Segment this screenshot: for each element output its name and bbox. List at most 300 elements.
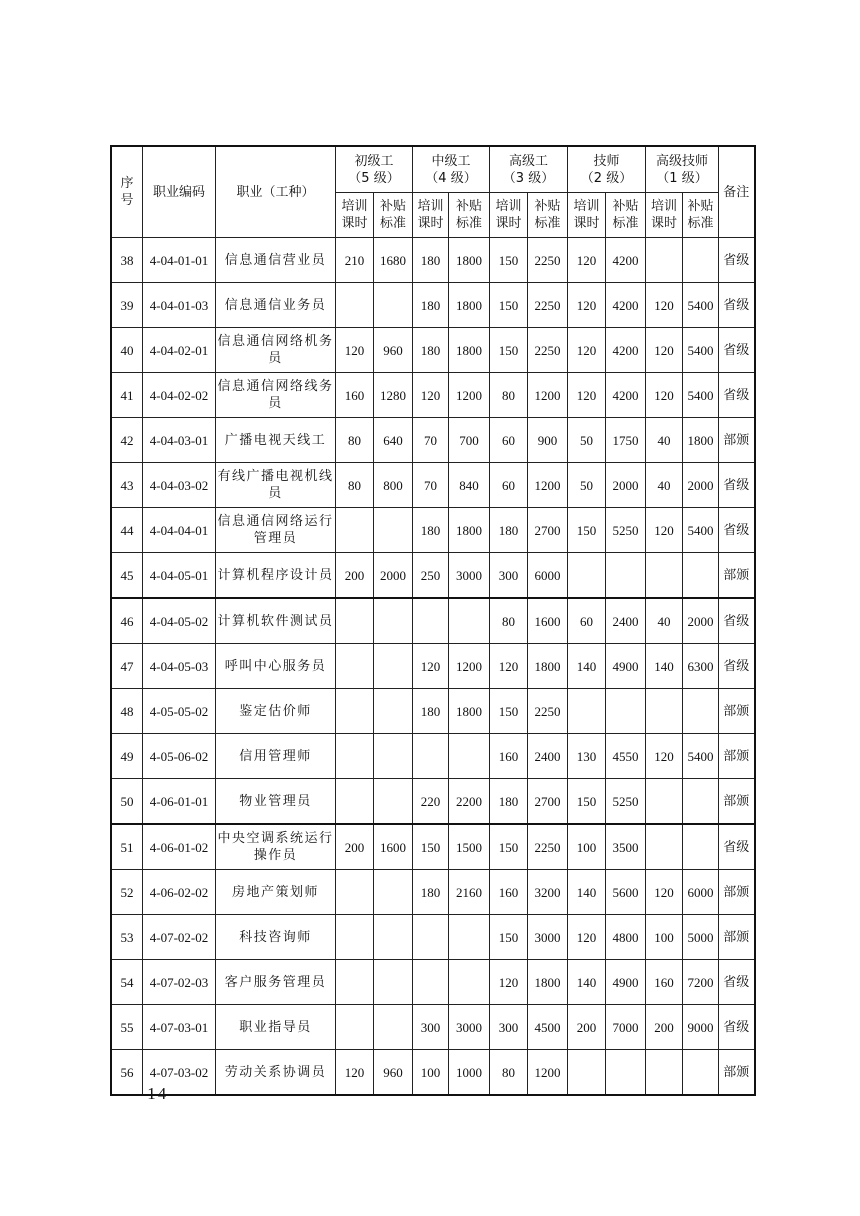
header-seq: 序号 [111,146,143,238]
cell-subsidy: 2700 [528,508,568,553]
cell-training-hours: 100 [413,1050,449,1096]
cell-training-hours: 160 [646,960,683,1005]
cell-seq: 49 [111,734,143,779]
cell-subsidy: 4900 [606,960,646,1005]
cell-training-hours: 100 [646,915,683,960]
cell-training-hours: 80 [336,463,374,508]
cell-subsidy: 3000 [449,1005,490,1050]
cell-occupation: 信用管理师 [216,734,336,779]
cell-training-hours: 200 [568,1005,606,1050]
cell-subsidy [683,779,719,825]
cell-training-hours: 160 [490,870,528,915]
cell-training-hours [336,644,374,689]
cell-subsidy: 4900 [606,644,646,689]
cell-training-hours: 120 [568,373,606,418]
cell-training-hours: 210 [336,238,374,283]
cell-training-hours: 80 [490,598,528,644]
cell-training-hours: 120 [568,328,606,373]
table-body [111,238,755,1096]
cell-subsidy: 1680 [374,238,413,283]
cell-note: 部颁 [719,734,755,779]
cell-occupation: 科技咨询师 [216,915,336,960]
cell-training-hours: 180 [413,238,449,283]
cell-subsidy [683,824,719,870]
cell-subsidy [374,960,413,1005]
cell-training-hours [413,734,449,779]
cell-code: 4-06-01-02 [143,824,216,870]
table-row [111,418,755,463]
cell-training-hours [413,915,449,960]
table-row [111,553,755,599]
cell-training-hours: 120 [413,373,449,418]
table-row [111,689,755,734]
cell-note: 部颁 [719,915,755,960]
cell-subsidy: 2250 [528,238,568,283]
cell-training-hours [646,238,683,283]
cell-seq: 47 [111,644,143,689]
cell-training-hours [568,1050,606,1096]
cell-training-hours: 100 [568,824,606,870]
cell-training-hours: 40 [646,598,683,644]
cell-subsidy: 4800 [606,915,646,960]
cell-seq: 54 [111,960,143,1005]
cell-seq: 56 [111,1050,143,1096]
header-subsidy-standard: 补贴标准 [449,193,490,238]
cell-note: 部颁 [719,553,755,599]
cell-training-hours: 50 [568,463,606,508]
cell-training-hours: 120 [646,734,683,779]
table-row [111,598,755,644]
cell-subsidy [374,598,413,644]
header-training-hours: 培训课时 [568,193,606,238]
cell-subsidy: 5600 [606,870,646,915]
cell-note: 省级 [719,463,755,508]
cell-training-hours: 150 [568,779,606,825]
cell-subsidy: 1200 [528,373,568,418]
cell-training-hours: 140 [568,644,606,689]
cell-subsidy: 7200 [683,960,719,1005]
cell-training-hours: 40 [646,463,683,508]
cell-subsidy: 960 [374,328,413,373]
cell-training-hours: 70 [413,418,449,463]
table-row [111,463,755,508]
cell-occupation: 客户服务管理员 [216,960,336,1005]
cell-training-hours: 80 [490,1050,528,1096]
cell-training-hours: 180 [413,689,449,734]
cell-training-hours: 150 [490,328,528,373]
cell-subsidy: 1200 [449,373,490,418]
cell-training-hours [646,689,683,734]
cell-subsidy: 3500 [606,824,646,870]
cell-subsidy: 1800 [449,689,490,734]
table-row [111,1050,755,1096]
cell-code: 4-07-03-01 [143,1005,216,1050]
cell-note: 省级 [719,508,755,553]
cell-subsidy: 1280 [374,373,413,418]
cell-subsidy: 3000 [528,915,568,960]
cell-code: 4-07-03-02 [143,1050,216,1096]
header-level-2: 技师 （2 级） [568,146,646,193]
cell-training-hours: 180 [490,779,528,825]
table-row [111,373,755,418]
cell-training-hours: 300 [490,553,528,599]
cell-code: 4-07-02-02 [143,915,216,960]
cell-note: 省级 [719,960,755,1005]
cell-training-hours: 250 [413,553,449,599]
cell-training-hours: 200 [336,824,374,870]
subsidy-table [110,145,756,1096]
cell-subsidy: 2400 [528,734,568,779]
cell-training-hours: 120 [646,283,683,328]
cell-training-hours: 200 [336,553,374,599]
header-note: 备注 [719,146,755,238]
header-subsidy-standard: 补贴标准 [374,193,413,238]
cell-training-hours: 120 [646,870,683,915]
cell-code: 4-05-06-02 [143,734,216,779]
cell-training-hours: 150 [490,689,528,734]
cell-training-hours: 60 [568,598,606,644]
cell-note: 省级 [719,328,755,373]
cell-seq: 51 [111,824,143,870]
cell-subsidy [374,1005,413,1050]
header-level-5: 初级工 （5 级） [336,146,413,193]
table-row [111,508,755,553]
header-training-hours: 培训课时 [646,193,683,238]
cell-subsidy: 1600 [374,824,413,870]
cell-code: 4-04-05-02 [143,598,216,644]
cell-subsidy: 5400 [683,328,719,373]
cell-subsidy [683,553,719,599]
cell-subsidy [683,689,719,734]
cell-subsidy [449,915,490,960]
cell-subsidy: 4200 [606,238,646,283]
cell-subsidy: 3000 [449,553,490,599]
cell-code: 4-04-02-01 [143,328,216,373]
cell-occupation: 计算机程序设计员 [216,553,336,599]
cell-subsidy: 3200 [528,870,568,915]
cell-seq: 46 [111,598,143,644]
cell-subsidy: 5400 [683,508,719,553]
cell-training-hours: 160 [336,373,374,418]
cell-subsidy [374,779,413,825]
cell-training-hours: 120 [568,238,606,283]
cell-code: 4-04-04-01 [143,508,216,553]
cell-occupation: 信息通信网络线务员 [216,373,336,418]
cell-training-hours [646,553,683,599]
cell-training-hours [336,1005,374,1050]
header-training-hours: 培训课时 [336,193,374,238]
cell-occupation: 房地产策划师 [216,870,336,915]
cell-training-hours [336,960,374,1005]
header-occupation: 职业（工种） [216,146,336,238]
cell-seq: 44 [111,508,143,553]
cell-note: 部颁 [719,418,755,463]
cell-subsidy: 5250 [606,508,646,553]
cell-code: 4-05-05-02 [143,689,216,734]
cell-subsidy [683,238,719,283]
cell-training-hours [413,598,449,644]
cell-subsidy: 1500 [449,824,490,870]
cell-subsidy: 9000 [683,1005,719,1050]
cell-training-hours: 120 [646,328,683,373]
cell-subsidy: 900 [528,418,568,463]
header-subsidy-standard: 补贴标准 [606,193,646,238]
cell-training-hours: 160 [490,734,528,779]
cell-subsidy: 2250 [528,689,568,734]
cell-training-hours: 180 [413,508,449,553]
cell-note: 省级 [719,238,755,283]
cell-code: 4-06-01-01 [143,779,216,825]
cell-training-hours: 120 [568,915,606,960]
cell-subsidy: 700 [449,418,490,463]
cell-subsidy [683,1050,719,1096]
header-training-hours: 培训课时 [490,193,528,238]
cell-subsidy: 4500 [528,1005,568,1050]
cell-training-hours: 120 [490,960,528,1005]
cell-code: 4-07-02-03 [143,960,216,1005]
cell-training-hours: 50 [568,418,606,463]
cell-training-hours: 130 [568,734,606,779]
cell-note: 省级 [719,644,755,689]
header-level-1: 高级技师 （1 级） [646,146,719,193]
cell-subsidy: 2700 [528,779,568,825]
cell-note: 省级 [719,373,755,418]
cell-training-hours [336,598,374,644]
cell-note: 部颁 [719,689,755,734]
cell-subsidy: 2000 [683,463,719,508]
cell-subsidy: 2250 [528,824,568,870]
cell-occupation: 职业指导员 [216,1005,336,1050]
cell-code: 4-04-01-01 [143,238,216,283]
cell-subsidy: 6000 [528,553,568,599]
cell-occupation: 计算机软件测试员 [216,598,336,644]
cell-training-hours: 140 [646,644,683,689]
cell-training-hours: 120 [646,373,683,418]
cell-subsidy [606,1050,646,1096]
cell-training-hours: 80 [336,418,374,463]
cell-note: 省级 [719,824,755,870]
cell-training-hours: 150 [568,508,606,553]
cell-occupation: 物业管理员 [216,779,336,825]
cell-subsidy: 1800 [528,960,568,1005]
cell-training-hours: 180 [413,283,449,328]
cell-training-hours: 180 [413,870,449,915]
cell-training-hours [336,870,374,915]
table-row [111,915,755,960]
cell-occupation: 信息通信营业员 [216,238,336,283]
cell-subsidy [374,689,413,734]
cell-subsidy: 7000 [606,1005,646,1050]
cell-subsidy: 6300 [683,644,719,689]
cell-training-hours: 60 [490,418,528,463]
cell-code: 4-04-01-03 [143,283,216,328]
cell-seq: 43 [111,463,143,508]
cell-training-hours: 300 [490,1005,528,1050]
table-row [111,238,755,283]
cell-training-hours: 140 [568,960,606,1005]
cell-subsidy: 960 [374,1050,413,1096]
table-header [111,146,755,238]
cell-training-hours [336,734,374,779]
cell-subsidy: 4200 [606,328,646,373]
table-row [111,734,755,779]
cell-subsidy: 1200 [449,644,490,689]
cell-training-hours: 150 [490,283,528,328]
cell-subsidy: 800 [374,463,413,508]
cell-occupation: 有线广播电视机线员 [216,463,336,508]
cell-code: 4-04-03-01 [143,418,216,463]
cell-training-hours: 120 [646,508,683,553]
cell-seq: 50 [111,779,143,825]
cell-training-hours: 120 [336,328,374,373]
header-subsidy-standard: 补贴标准 [528,193,568,238]
cell-subsidy [374,508,413,553]
header-training-hours: 培训课时 [413,193,449,238]
cell-subsidy: 2000 [374,553,413,599]
cell-code: 4-04-05-03 [143,644,216,689]
cell-training-hours [336,779,374,825]
cell-subsidy: 2000 [683,598,719,644]
cell-subsidy [449,598,490,644]
cell-occupation: 广播电视天线工 [216,418,336,463]
page-number: — 14 — [122,1084,194,1103]
cell-subsidy: 1800 [449,238,490,283]
cell-subsidy [374,734,413,779]
cell-training-hours: 60 [490,463,528,508]
cell-subsidy: 1600 [528,598,568,644]
cell-training-hours [336,689,374,734]
cell-note: 省级 [719,283,755,328]
cell-subsidy: 2000 [606,463,646,508]
cell-subsidy [374,283,413,328]
table-row [111,824,755,870]
cell-subsidy [449,734,490,779]
cell-code: 4-04-02-02 [143,373,216,418]
cell-subsidy: 1800 [449,283,490,328]
cell-subsidy: 2200 [449,779,490,825]
cell-seq: 39 [111,283,143,328]
cell-subsidy: 640 [374,418,413,463]
cell-training-hours: 150 [413,824,449,870]
cell-training-hours: 150 [490,824,528,870]
cell-training-hours [646,1050,683,1096]
cell-training-hours: 80 [490,373,528,418]
cell-training-hours [646,779,683,825]
cell-subsidy: 6000 [683,870,719,915]
cell-subsidy [374,644,413,689]
cell-subsidy [606,689,646,734]
cell-seq: 53 [111,915,143,960]
cell-note: 部颁 [719,870,755,915]
cell-training-hours: 220 [413,779,449,825]
cell-seq: 48 [111,689,143,734]
cell-seq: 52 [111,870,143,915]
cell-training-hours: 180 [413,328,449,373]
cell-training-hours [336,915,374,960]
cell-subsidy: 2160 [449,870,490,915]
table-row [111,1005,755,1050]
cell-seq: 45 [111,553,143,599]
cell-training-hours: 200 [646,1005,683,1050]
cell-training-hours: 150 [490,915,528,960]
cell-subsidy: 2250 [528,283,568,328]
cell-note: 省级 [719,598,755,644]
cell-code: 4-06-02-02 [143,870,216,915]
cell-training-hours: 140 [568,870,606,915]
cell-code: 4-04-03-02 [143,463,216,508]
cell-occupation: 鉴定估价师 [216,689,336,734]
cell-subsidy: 2400 [606,598,646,644]
cell-training-hours: 70 [413,463,449,508]
cell-subsidy: 5400 [683,283,719,328]
cell-occupation: 信息通信业务员 [216,283,336,328]
header-subsidy-standard: 补贴标准 [683,193,719,238]
cell-seq: 38 [111,238,143,283]
cell-occupation: 劳动关系协调员 [216,1050,336,1096]
cell-code: 4-04-05-01 [143,553,216,599]
cell-subsidy: 1800 [449,508,490,553]
cell-training-hours [336,283,374,328]
cell-subsidy [374,870,413,915]
table-row [111,779,755,825]
cell-note: 省级 [719,1005,755,1050]
cell-seq: 42 [111,418,143,463]
cell-training-hours: 120 [568,283,606,328]
cell-subsidy [374,915,413,960]
table-row [111,870,755,915]
cell-subsidy: 2250 [528,328,568,373]
header-code: 职业编码 [143,146,216,238]
cell-training-hours: 180 [490,508,528,553]
cell-seq: 55 [111,1005,143,1050]
cell-training-hours [568,689,606,734]
cell-training-hours: 150 [490,238,528,283]
cell-subsidy: 1750 [606,418,646,463]
table-row [111,960,755,1005]
cell-occupation: 中央空调系统运行操作员 [216,824,336,870]
cell-subsidy: 1200 [528,1050,568,1096]
cell-training-hours: 40 [646,418,683,463]
cell-subsidy: 4200 [606,283,646,328]
cell-subsidy: 5400 [683,734,719,779]
cell-subsidy: 840 [449,463,490,508]
cell-seq: 41 [111,373,143,418]
cell-occupation: 信息通信网络运行管理员 [216,508,336,553]
cell-subsidy: 1800 [683,418,719,463]
cell-subsidy [449,960,490,1005]
header-level-3: 高级工 （3 级） [490,146,568,193]
cell-subsidy: 5250 [606,779,646,825]
cell-training-hours [568,553,606,599]
cell-training-hours [413,960,449,1005]
cell-note: 部颁 [719,779,755,825]
cell-subsidy: 5400 [683,373,719,418]
cell-subsidy: 1200 [528,463,568,508]
cell-subsidy: 5000 [683,915,719,960]
cell-subsidy [606,553,646,599]
cell-occupation: 信息通信网络机务员 [216,328,336,373]
cell-training-hours [646,824,683,870]
cell-occupation: 呼叫中心服务员 [216,644,336,689]
cell-note: 部颁 [719,1050,755,1096]
cell-training-hours: 120 [490,644,528,689]
cell-training-hours [336,508,374,553]
cell-seq: 40 [111,328,143,373]
cell-subsidy: 1000 [449,1050,490,1096]
table-row [111,644,755,689]
cell-subsidy: 1800 [449,328,490,373]
cell-subsidy: 4200 [606,373,646,418]
